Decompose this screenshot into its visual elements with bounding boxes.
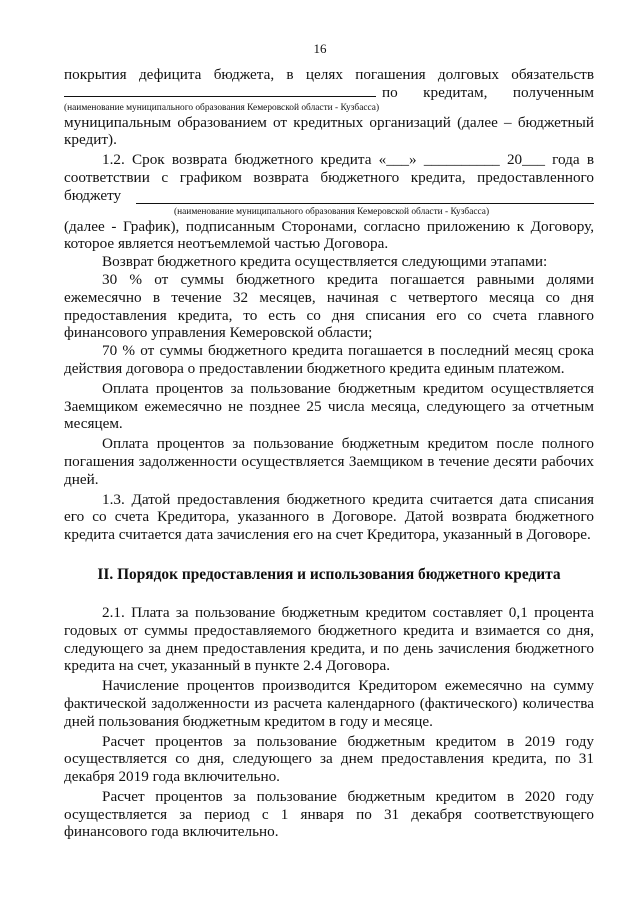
blank-line	[64, 84, 376, 97]
paragraph-70-percent: 70 % от суммы бюджетного кредита погашается в последний месяц срока действия договора о предоставлении бюджетного кредита единым платежом.	[64, 342, 594, 377]
section-heading-2: II. Порядок предоставления и использования бюджетного кредита	[97, 565, 561, 583]
paragraph-interest-accrual: Начисление процентов производится Кредитором ежемесячно на сумму фактической задолженности из расчета календарного (фактического) количества дней пользования бюджетным кредитом в году и месяце.	[64, 677, 594, 730]
paragraph-30-percent: 30 % от суммы бюджетного кредита погашается равными долями ежемесячно в течение 32 месяцев, начиная с четвертого месяца со дня предоставления кредита, то есть со дня списания его со счета главного финансового управления Кемеровской области;	[64, 270, 594, 342]
blank-line-budget	[136, 201, 594, 204]
paragraph-interest-after-repayment: Оплата процентов за пользование бюджетным кредитом после полного погашения задолженности осуществляется Заемщиком в течение десяти рабочих дней.	[64, 435, 594, 488]
paragraph-1-3: 1.3. Датой предоставления бюджетного кредита считается дата списания его со счета Кредитора, указанного в Договоре. Датой возврата бюджетного кредита считается дата зачисления его на счет Кредитора, указанный в Договоре.	[64, 490, 594, 544]
paragraph-1-line-2-text: по кредитам, полученным	[382, 83, 594, 101]
document-body	[64, 66, 594, 841]
paragraph-1-line-2	[64, 84, 594, 102]
paragraph-1-rest: муниципальным образованием от кредитных организаций (далее – бюджетный кредит).	[64, 113, 594, 149]
page-number: 16	[313, 41, 327, 56]
paragraph-1-2: 1.2. Срок возврата бюджетного кредита «___» __________ 20___ года в соответствии с графиком возврата бюджетного кредита, предоставленного бюджету	[64, 151, 594, 204]
paragraph-stages: Возврат бюджетного кредита осуществляется следующими этапами:	[102, 253, 548, 271]
note-municipality-1: (наименование муниципального образования Кемеровской области - Кузбасса)	[64, 102, 380, 113]
note-municipality-2: (наименование муниципального образования Кемеровской области - Кузбасса)	[174, 206, 490, 217]
paragraph-interest-2019: Расчет процентов за пользование бюджетным кредитом в 2019 году осуществляется со дня, следующего за днем предоставления кредита, по 31 декабря 2019 года включительно.	[64, 732, 594, 786]
paragraph-interest-payment: Оплата процентов за пользование бюджетным кредитом осуществляется Заемщиком ежемесячно не позднее 25 числа месяца, следующего за отчетным месяцем.	[64, 379, 594, 433]
paragraph-1-line-1: покрытия дефицита бюджета, в целях погашения долговых обязательств	[64, 66, 594, 83]
paragraph-2-1: 2.1. Плата за пользование бюджетным кредитом составляет 0,1 процента годовых от суммы предоставляемого бюджетного кредита и взимается со дня, следующего за днем предоставления кредита, и по день зачисления бюджетного кредита на счет, указанный в пункте 2.4 Договора.	[64, 603, 594, 675]
paragraph-1-2-rest: (далее - График), подписанным Сторонами, согласно приложению к Договору, которое является неотъемлемой частью Договора.	[64, 217, 594, 253]
paragraph-interest-2020: Расчет процентов за пользование бюджетным кредитом в 2020 году осуществляется за период с 1 января по 31 декабря соответствующего финансового года включительно.	[64, 787, 594, 841]
